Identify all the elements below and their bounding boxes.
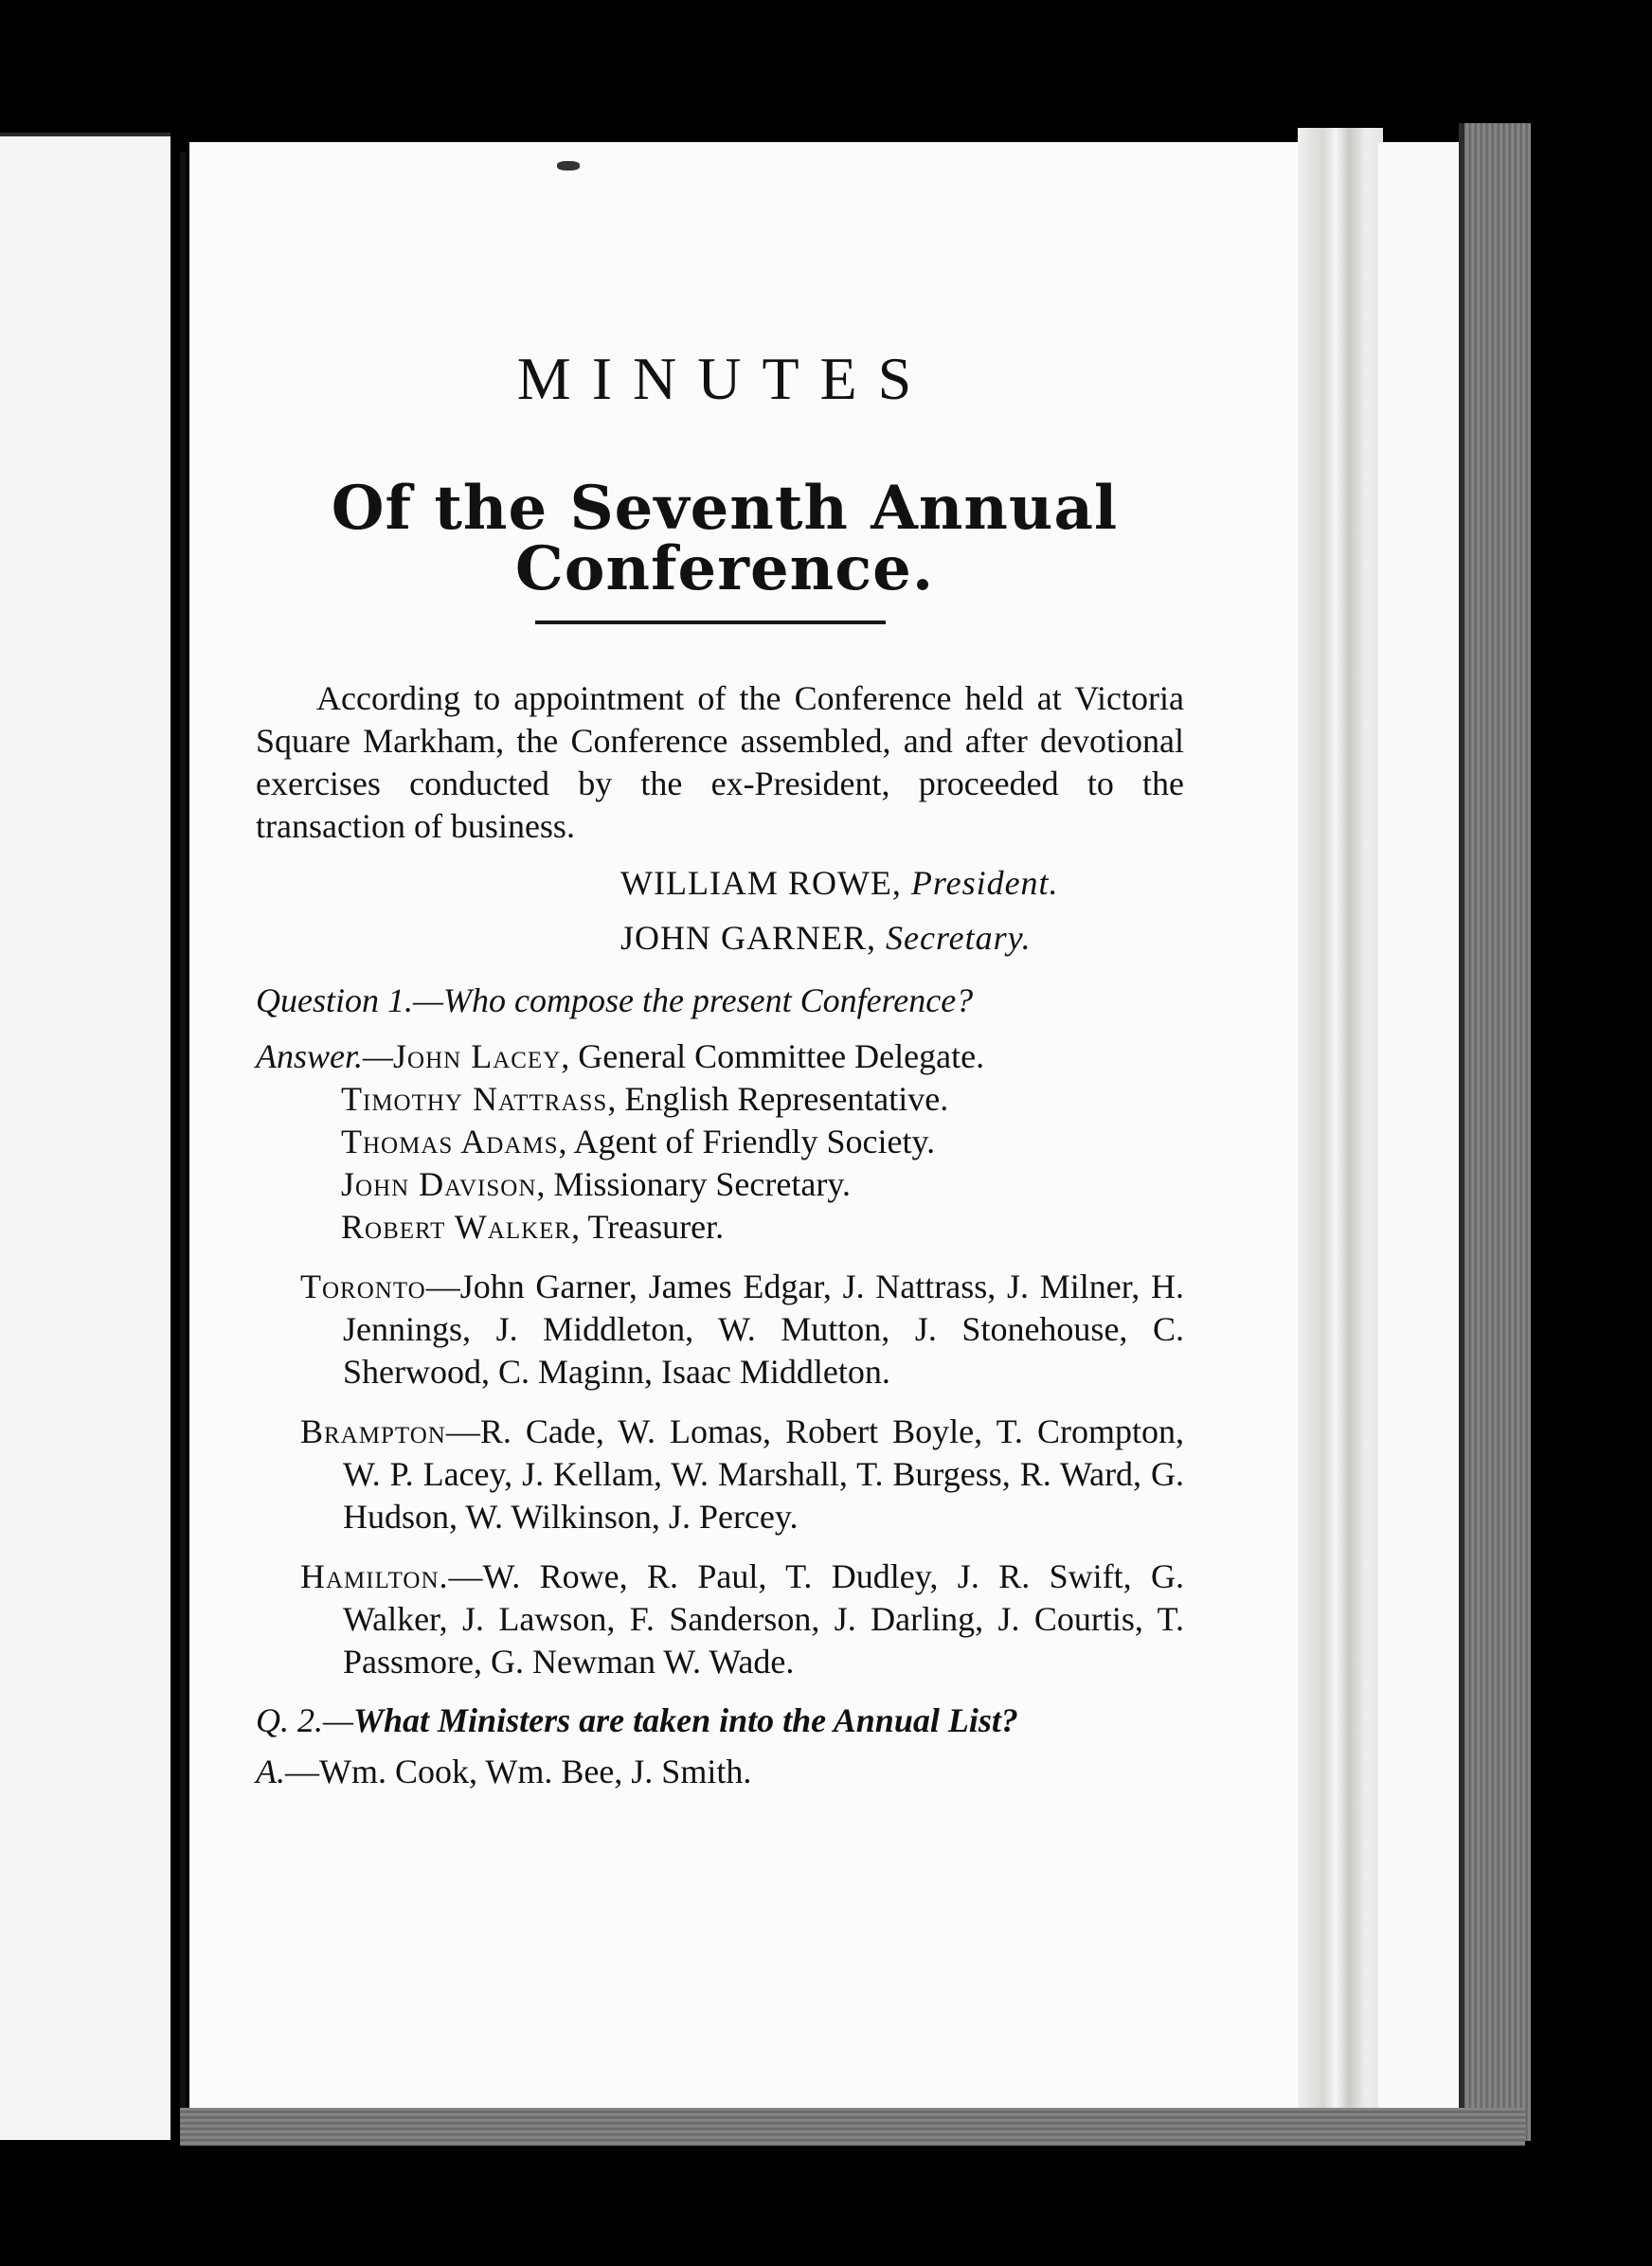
question-2-label: Q. 2.— xyxy=(256,1701,354,1739)
district-brampton xyxy=(260,1411,1184,1538)
member-line xyxy=(256,1078,1184,1121)
title-rule xyxy=(535,620,886,624)
page-title: MINUTES xyxy=(516,345,933,412)
president-role: President. xyxy=(910,864,1059,902)
district-name: Brampton xyxy=(300,1412,446,1450)
member-role: , English Representative. xyxy=(607,1080,949,1118)
answer-2-text: —Wm. Cook, Wm. Bee, J. Smith. xyxy=(285,1753,752,1790)
question-2 xyxy=(256,1697,1184,1744)
question-1: Question 1.—Who compose the present Conference? xyxy=(256,981,974,1019)
cover-bottom-edge xyxy=(180,2108,1525,2146)
answer-2 xyxy=(256,1748,1184,1795)
member-name: Thomas Adams xyxy=(341,1123,559,1160)
secretary-signature xyxy=(620,910,1184,965)
district-hamilton xyxy=(260,1556,1184,1683)
district-ministers: —John Garner, James Edgar, J. Nattrass, J. Milner, H. Jennings, J. Middleton, W. Mutton, J. Stonehouse, C. Sherwood, C. Maginn, Isaac Middleton. xyxy=(343,1268,1184,1391)
member-role: , Treasurer. xyxy=(571,1208,725,1246)
member-name: Robert Walker xyxy=(341,1208,572,1246)
page-edges xyxy=(1298,128,1383,2127)
member-name: Timothy Nattrass xyxy=(341,1080,608,1118)
answer-2-label: A. xyxy=(256,1753,285,1790)
page-subtitle: Of the Seventh Annual Conference. xyxy=(331,473,1119,604)
cover-board xyxy=(1378,142,1459,2141)
member-line xyxy=(256,1163,1184,1206)
member-role: , Agent of Friendly Society. xyxy=(558,1123,936,1160)
book-spine xyxy=(180,152,186,2122)
secretary-role: Secretary. xyxy=(886,919,1032,957)
district-ministers: —R. Cade, W. Lomas, Robert Boyle, T. Crompton, W. P. Lacey, J. Kellam, W. Marshall, T. Burgess, R. Ward, G. Hudson, W. Wilkinson, J. Percey. xyxy=(343,1412,1184,1536)
answer-1 xyxy=(256,1035,1184,1078)
member-name: John Lacey xyxy=(393,1037,562,1075)
left-page xyxy=(0,133,171,2140)
document-body xyxy=(256,677,1184,1795)
answer-label: Answer.— xyxy=(256,1037,394,1075)
cover-edge xyxy=(1459,123,1531,2141)
member-line xyxy=(256,1121,1184,1163)
district-name: Toronto xyxy=(300,1268,426,1305)
secretary-name: JOHN GARNER, xyxy=(620,919,877,957)
question-2-text: What Ministers are taken into the Annual List? xyxy=(353,1701,1018,1739)
member-role: , Missionary Secretary. xyxy=(536,1165,851,1203)
member-name: John Davison xyxy=(341,1165,537,1203)
ink-mark xyxy=(557,161,580,171)
president-name: WILLIAM ROWE, xyxy=(620,864,902,902)
member-role: , General Committee Delegate. xyxy=(561,1037,985,1075)
district-toronto xyxy=(260,1266,1184,1394)
district-name: Hamilton. xyxy=(300,1557,449,1595)
intro-paragraph: According to appointment of the Conference held at Victoria Square Markham, the Conference assembled, and after devotional exercises conducted by the ex-President, proceeded to the transaction of business. xyxy=(256,679,1184,845)
president-signature xyxy=(620,855,1184,910)
district-ministers: —W. Rowe, R. Paul, T. Dudley, J. R. Swift, G. Walker, J. Lawson, F. Sanderson, J. Darling, J. Courtis, T. Passmore, G. Newman W. Wade. xyxy=(343,1557,1184,1681)
member-line xyxy=(256,1206,1184,1249)
